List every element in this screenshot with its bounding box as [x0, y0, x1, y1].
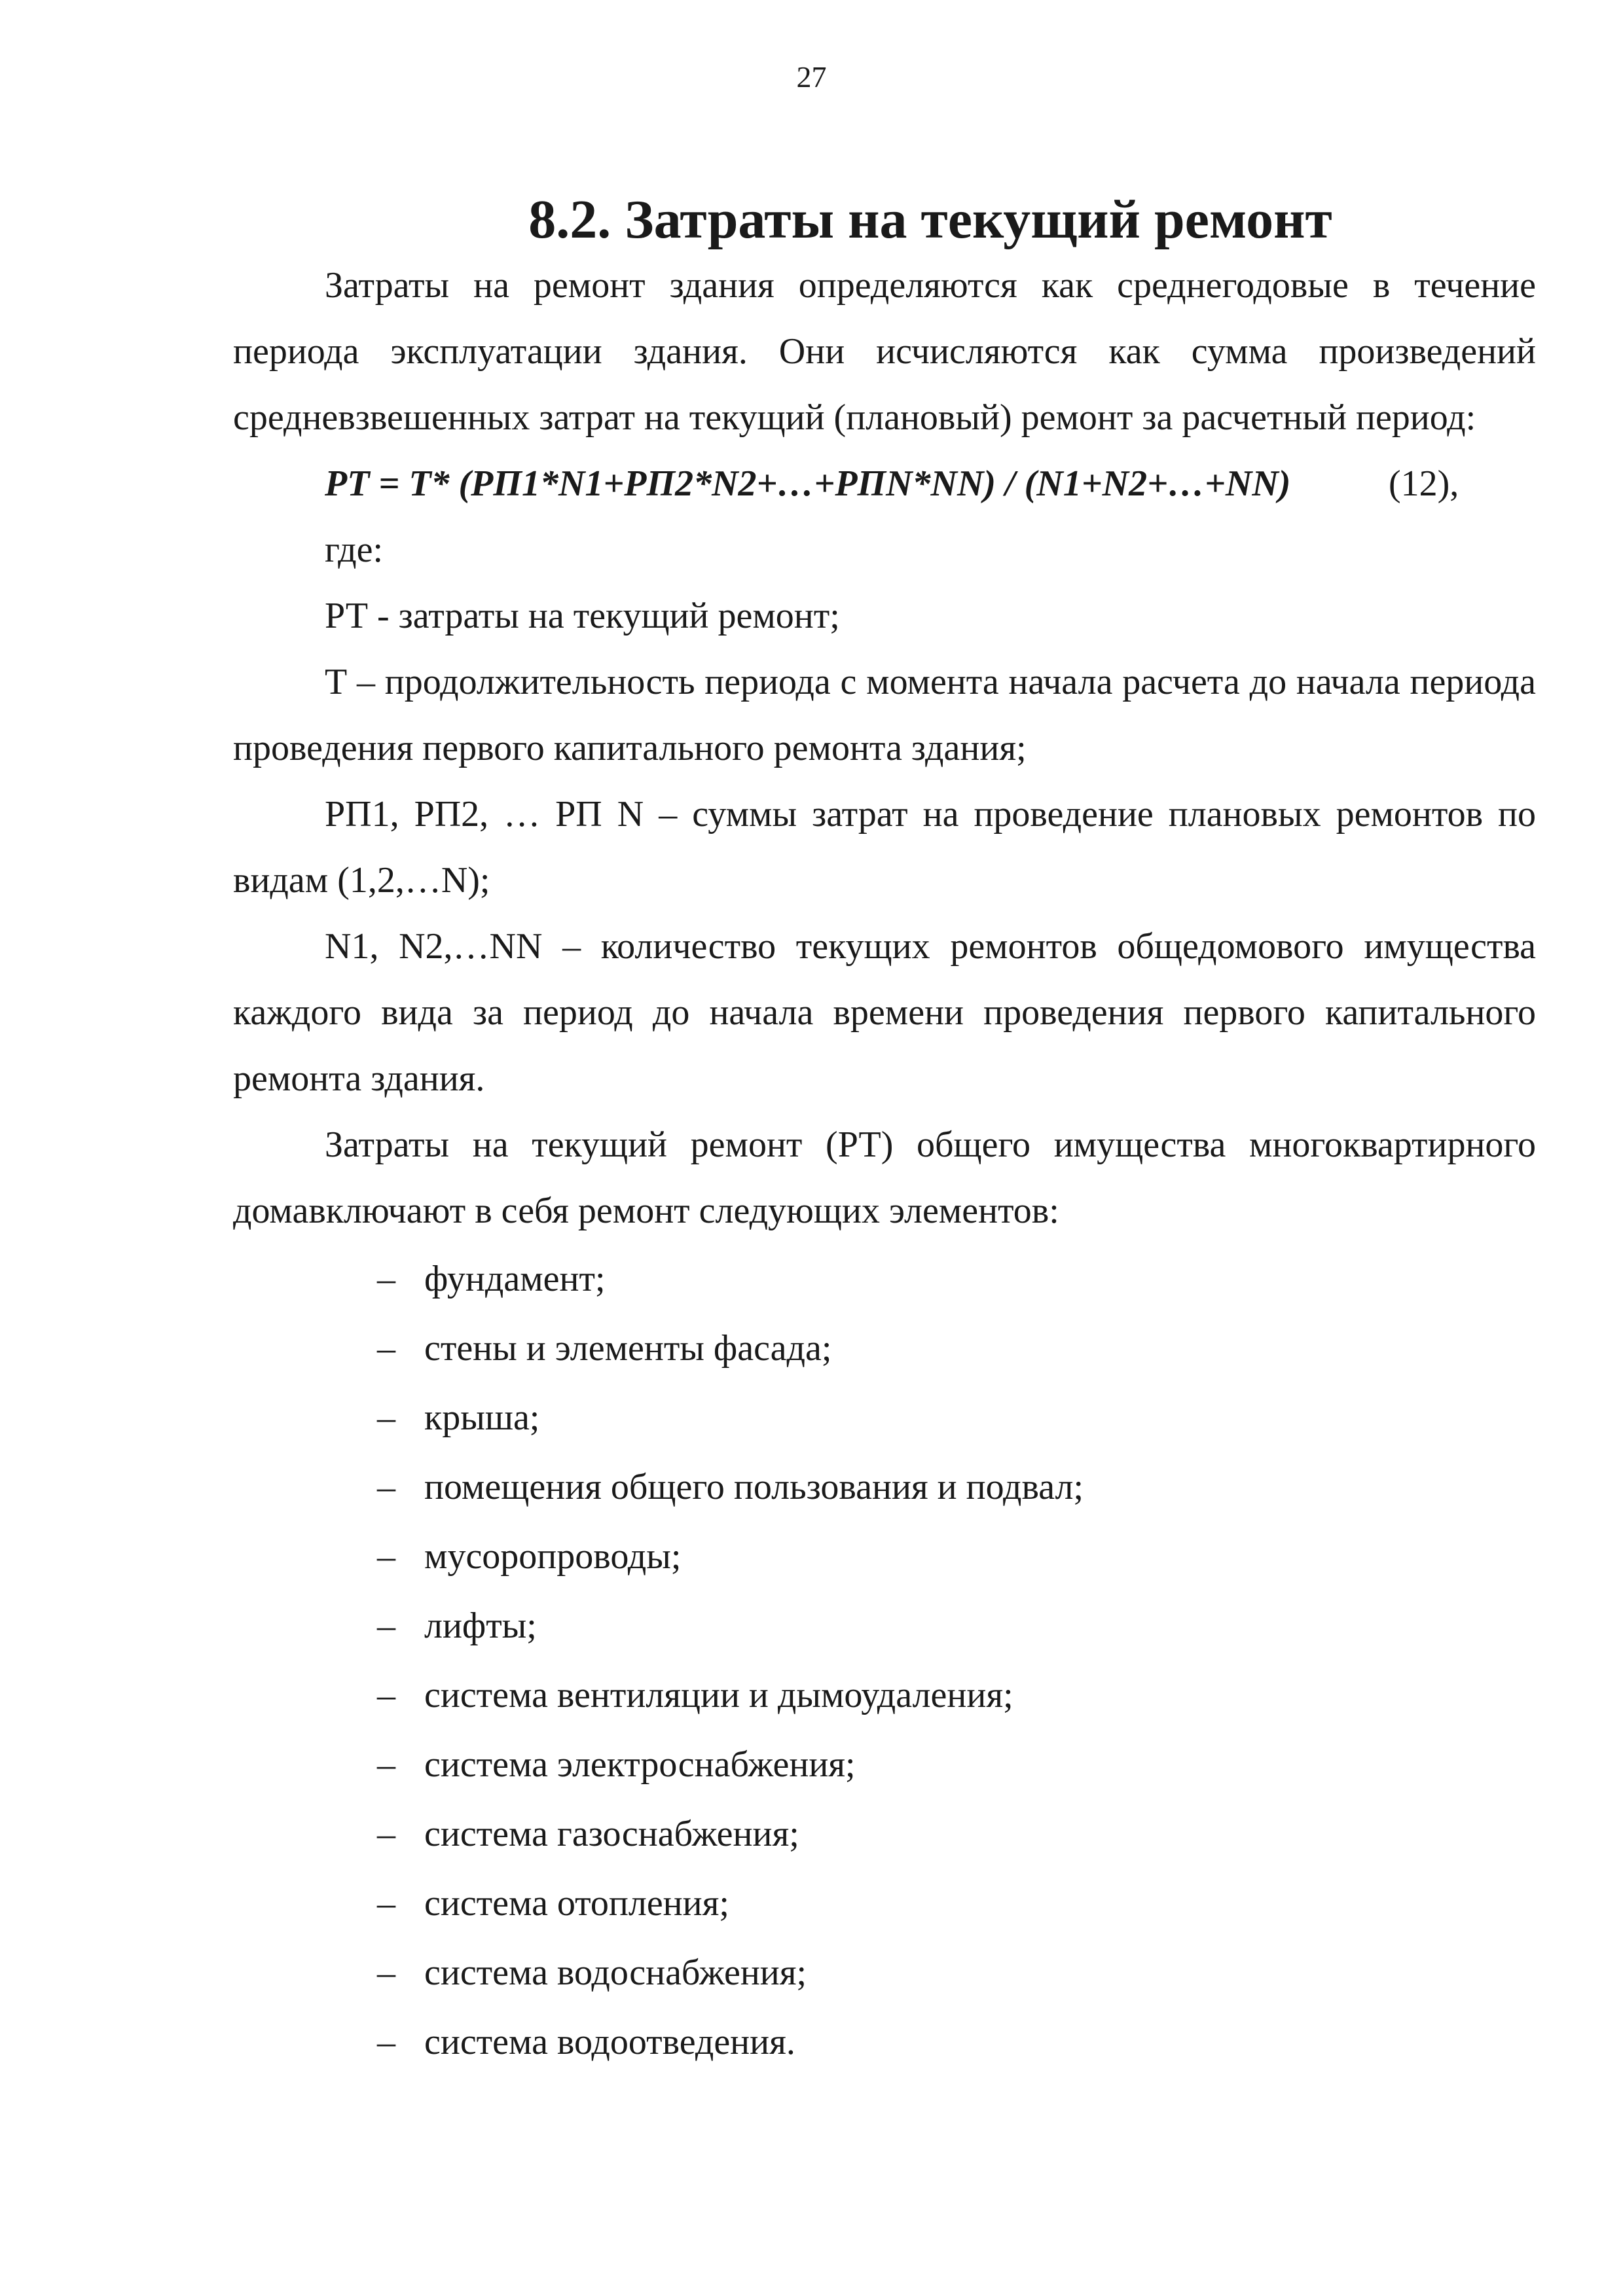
formula-row [233, 451, 1536, 517]
definition-rt: РТ - затраты на текущий ремонт; [325, 596, 840, 636]
intro-paragraph: Затраты на ремонт здания определяются как среднегодовые в течение периода эксплуатации здания. Они исчисляются как сумма произведений средневзвешенных затрат на текущий (плановый) ремонт за расчетный период: [233, 265, 1536, 438]
list-item: – система водоотведения. [233, 2007, 1536, 2077]
page-number: 27 [796, 60, 827, 94]
dash-bullet: – [377, 1883, 395, 1924]
list-item: – крыша; [233, 1383, 1536, 1452]
list-item: – мусоропроводы; [233, 1522, 1536, 1591]
list-item: – фундамент; [233, 1244, 1536, 1314]
formula-number: (12), [1389, 463, 1459, 504]
dash-bullet: – [377, 1536, 395, 1577]
where-label: где: [325, 529, 384, 570]
dash-bullet: – [377, 1952, 395, 1993]
definition-rp: РП1, РП2, … РП N – суммы затрат на проведение плановых ремонтов по видам (1,2,…N); [233, 794, 1536, 901]
formula: РТ = Т* (РП1*N1+РП2*N2+…+РПN*NN) / (N1+N2+…+NN) [325, 463, 1291, 504]
dash-bullet: – [377, 1675, 395, 1715]
list-item: – система отопления; [233, 1869, 1536, 1938]
list-intro-paragraph: Затраты на текущий ремонт (РТ) общего имущества многоквартирного домавключают в себя ремонт следующих элементов: [233, 1124, 1536, 1231]
definition-t: Т – продолжительность периода с момента начала расчета до начала периода проведения первого капитального ремонта здания; [233, 662, 1536, 768]
list-item: – лифты; [233, 1591, 1536, 1660]
list-item: – система электроснабжения; [233, 1730, 1536, 1799]
list-item: – система газоснабжения; [233, 1799, 1536, 1869]
document-body [233, 187, 1536, 2077]
dash-bullet: – [377, 1605, 395, 1646]
list-item: – стены и элементы фасада; [233, 1314, 1536, 1383]
dash-bullet: – [377, 1259, 395, 1299]
list-item: – система водоснабжения; [233, 1938, 1536, 2007]
list-item: – помещения общего пользования и подвал; [233, 1452, 1536, 1522]
elements-list [233, 1244, 1536, 2077]
dash-bullet: – [377, 1744, 395, 1785]
section-heading: 8.2. Затраты на текущий ремонт [528, 189, 1332, 250]
dash-bullet: – [377, 2022, 395, 2062]
list-item: – система вентиляции и дымоудаления; [233, 1660, 1536, 1730]
definition-n: N1, N2,…NN – количество текущих ремонтов общедомового имущества каждого вида за период до начала времени проведения первого капитального ремонта здания. [233, 926, 1536, 1099]
dash-bullet: – [377, 1814, 395, 1854]
dash-bullet: – [377, 1467, 395, 1507]
dash-bullet: – [377, 1328, 395, 1369]
dash-bullet: – [377, 1397, 395, 1438]
